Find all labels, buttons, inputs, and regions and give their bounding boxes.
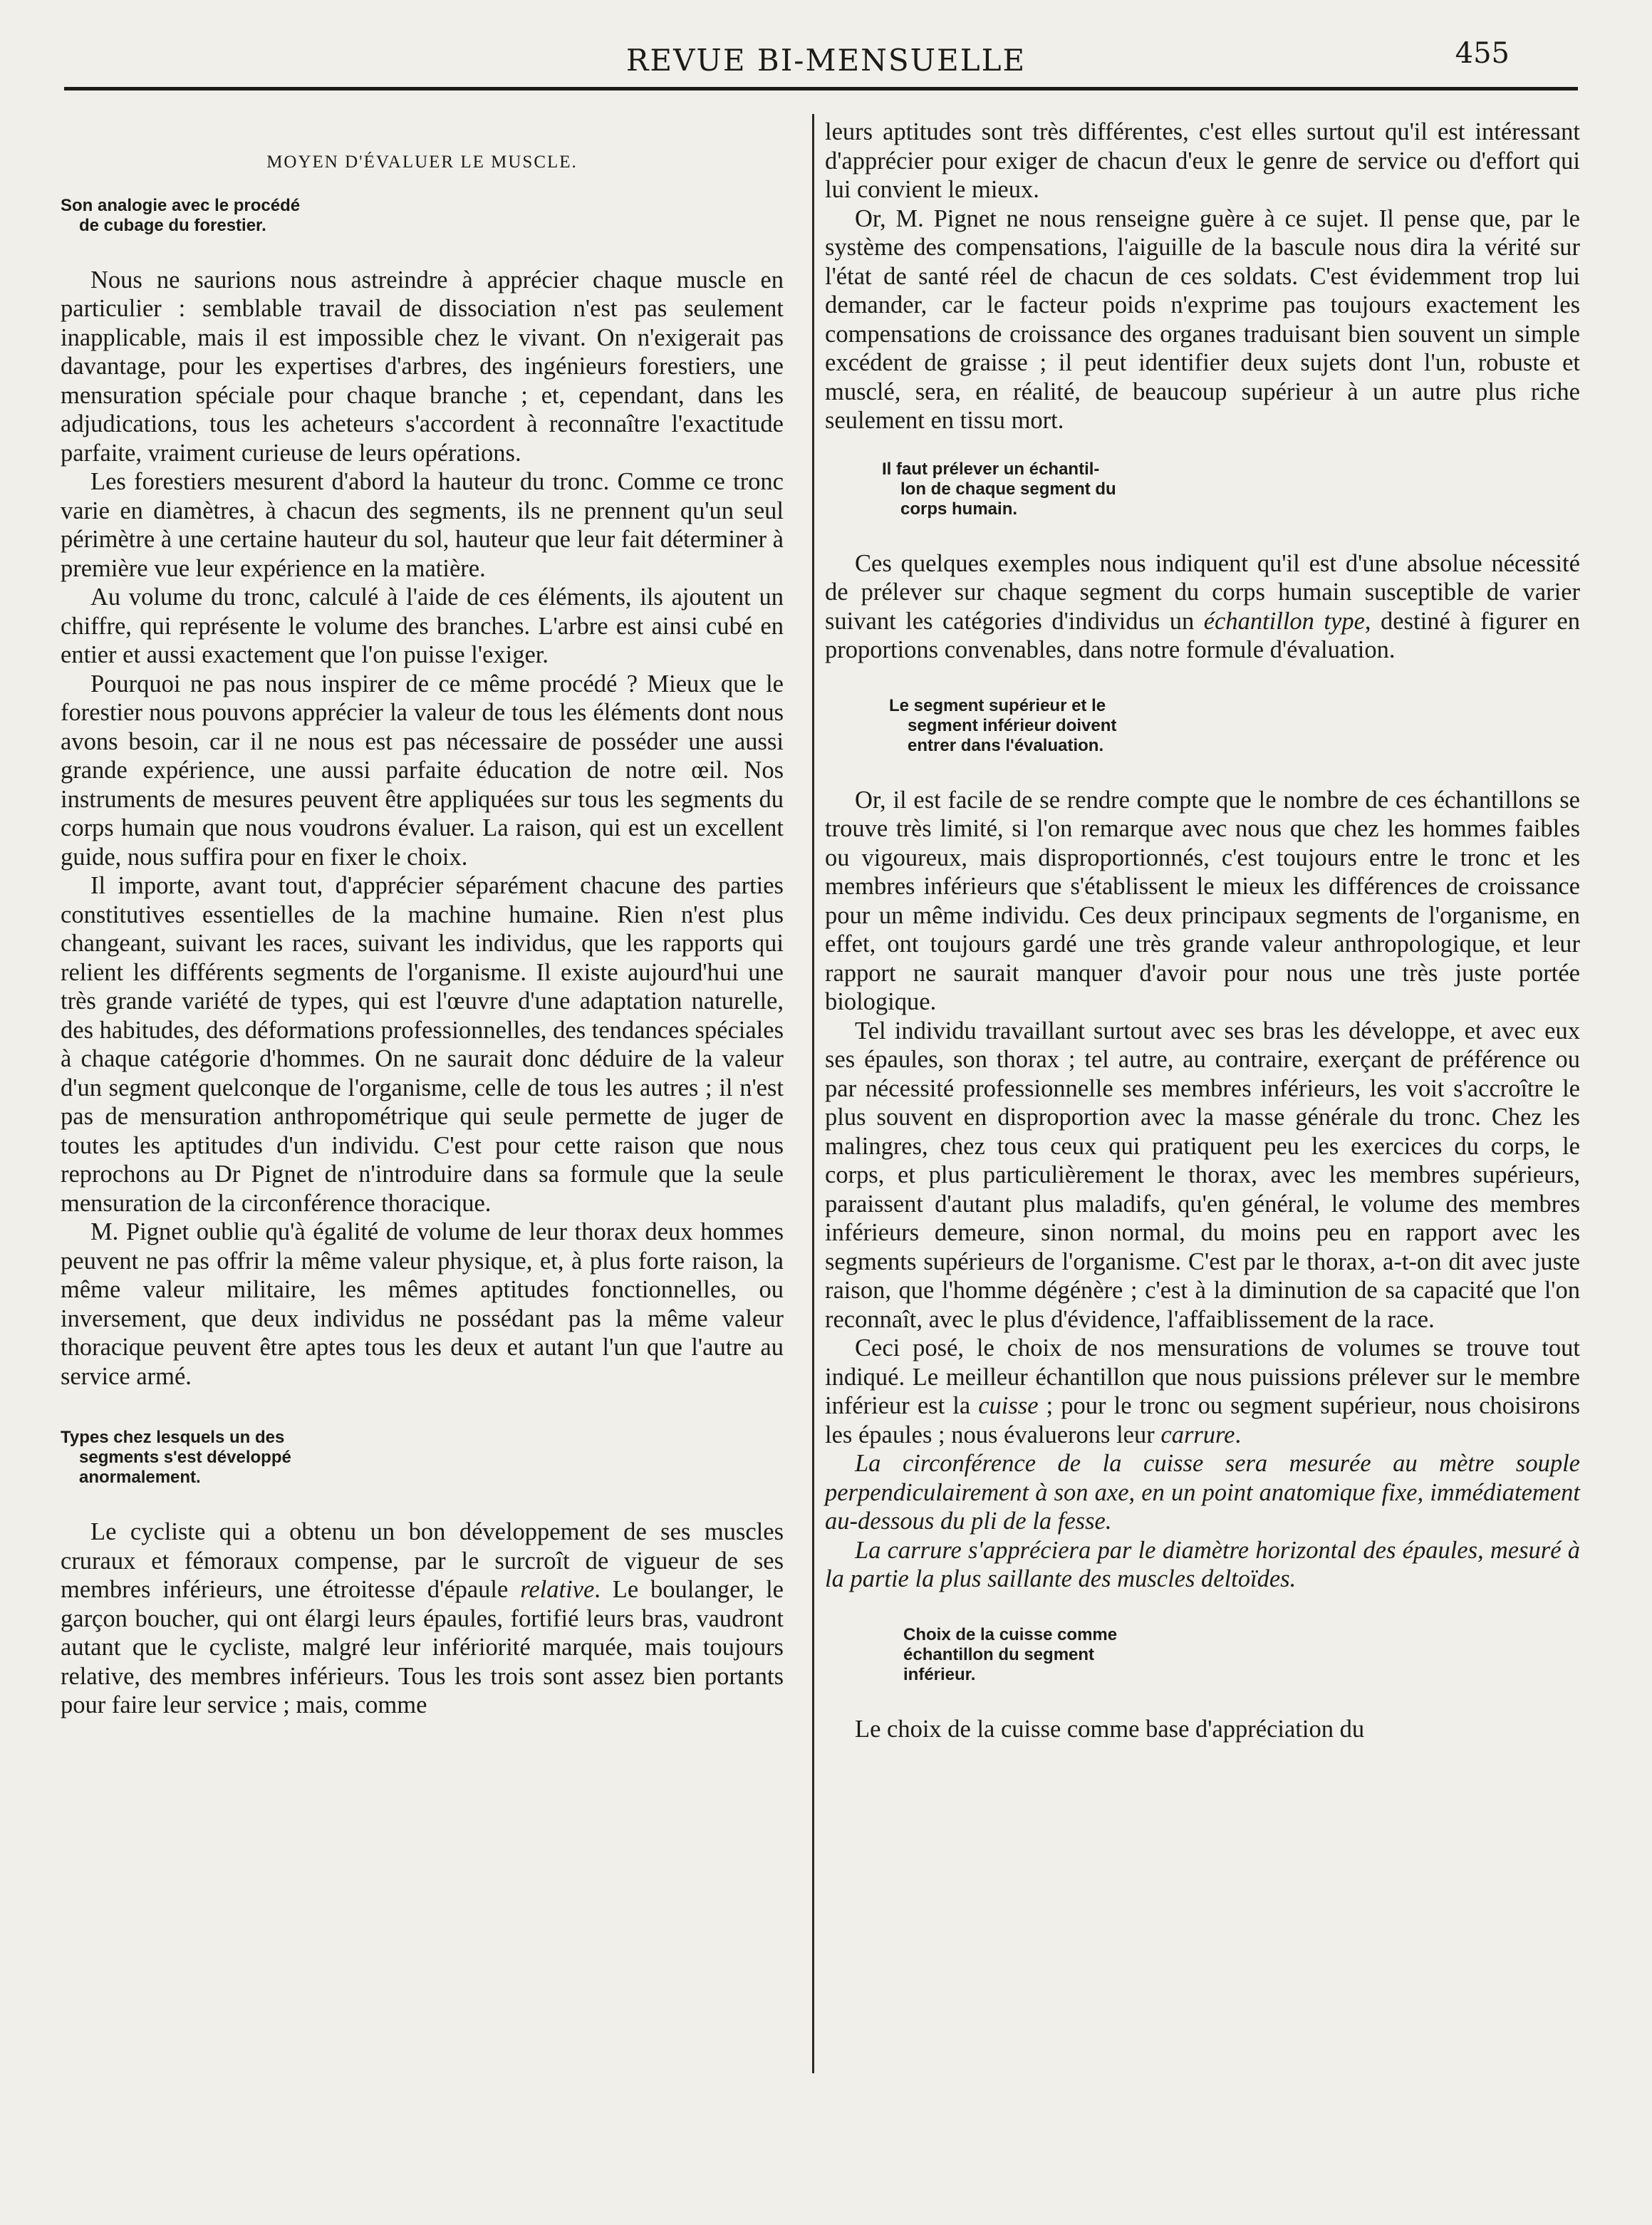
text-run: ; pour le tronc ou segment supérieur, nous choisirons les épaules ; nous évaluerons leur bbox=[825, 1392, 1580, 1448]
subheading-line: échantillon du segment bbox=[903, 1644, 1095, 1664]
emphasis: cuisse bbox=[978, 1392, 1039, 1419]
text-run: . Le boulanger, le garçon boucher, qui ont élargi leurs épaules, fortifié leurs bras, vaudront autant que le cycliste, malgré leur infériorité marquée, mais toujours relative, des membres inférieurs. Tous les trois sont assez bien portants pour faire leur service ; mais, comme bbox=[61, 1576, 784, 1718]
paragraph: Or, M. Pignet ne nous renseigne guère à ce sujet. Il pense que, par le système des compensations, l'aiguille de la bascule nous dira la vérité sur l'état de santé réel de chacun de ces soldats. C'est évidemment trop lui demander, car le facteur poids n'exprime pas toujours exactement les compensations de croissance des organes traduisant bien souvent un simple excédent de graisse ; il peut identifier deux sujets dont l'un, robuste et musclé, sera, en réalité, de beaucoup supérieur à un autre plus riche seulement en tissu mort. bbox=[825, 204, 1580, 434]
paragraph: M. Pignet oublie qu'à égalité de volume de leur thorax deux hommes peuvent ne pas offrir la même valeur physique, et, à plus forte raison, la même valeur militaire, les mêmes aptitudes fonctionnelles, ou inversement, que deux individus ne possédant pas la même valeur thoracique peuvent être aptes tous les deux et autant l'un que l'autre au service armé. bbox=[61, 1218, 784, 1390]
subheading-line: inférieur. bbox=[903, 1664, 976, 1684]
subheading-line: Son analogie avec le procédé bbox=[61, 195, 301, 215]
subheading-line: segment inférieur doivent bbox=[908, 715, 1117, 735]
paragraph: Au volume du tronc, calculé à l'aide de ces éléments, ils ajoutent un chiffre, qui représente le volume des branches. L'arbre est ainsi cubé en entier et aussi exactement que l'on puisse l'exiger. bbox=[61, 584, 784, 668]
subheading-line: de cubage du forestier. bbox=[79, 215, 266, 235]
subheading-line: anormalement. bbox=[79, 1468, 201, 1487]
paragraph: Or, il est facile de se rendre compte que le nombre de ces échantillons se trouve très limité, si l'on remarque avec nous que chez les hommes faibles ou vigoureux, mais disproportionnés, c'est toujours entre le tronc et les membres inférieurs que s'établissent le mieux les différences de croissance pour un même individu. Ces deux principaux segments de l'organisme, en effet, ont toujours gardé une très grande valeur anthropologique, et leur rapport ne saurait manquer d'avoir pour nous une très juste portée biologique. bbox=[825, 786, 1580, 1015]
paragraph: Le choix de la cuisse comme base d'appréciation du bbox=[855, 1715, 1365, 1743]
header-rule bbox=[64, 87, 1578, 90]
subheading-line: Le segment supérieur et le bbox=[889, 695, 1106, 715]
text-run: Ces quelques exemples nous indiquent qu'il est d'une absolue nécessité de prélever sur chaque segment du corps humain susceptible de varier suivant les catégories d'individus un bbox=[825, 549, 1580, 635]
paragraph: La carrure s'appréciera par le diamètre horizontal des épaules, mesuré à la partie la plus saillante des muscles deltoïdes. bbox=[825, 1536, 1580, 1592]
subheading-line: corps humain. bbox=[900, 499, 1018, 519]
emphasis: échantillon type bbox=[1203, 607, 1365, 635]
paragraph: Tel individu travaillant surtout avec ses bras les développe, et avec eux ses épaules, son thorax ; tel autre, au contraire, exerçant de préférence ou par nécessité professionnelle ses membres inférieurs, les voit s'accroître le plus souvent en disproportion avec la masse générale du tronc. Chez les malingres, chez tous ceux qui pratiquent peu les exercices du corps, le corps, et plus particulièrement le thorax, avec les membres supérieurs, paraissent d'autant plus maladifs, qu'en général, le volume des membres inférieurs demeure, sinon normal, du moins peu en rapport avec les segments supérieurs de l'organisme. C'est par le thorax, a-t-on dit avec juste raison, que l'homme dégénère ; c'est à la diminution de sa capacité que l'on reconnaît, avec le plus d'évidence, l'affaiblissement de la race. bbox=[825, 1017, 1580, 1333]
subheading-cuisse bbox=[903, 1625, 1580, 1685]
text-run: Ceci posé, le choix de nos mensurations de volumes se trouve tout indiqué. Le meilleur échantillon que nous puissions prélever sur le membre inférieur est la bbox=[825, 1334, 1580, 1419]
text-run: . bbox=[1235, 1421, 1242, 1448]
emphasis: carrure bbox=[1160, 1421, 1235, 1448]
emphasis: relative bbox=[520, 1576, 595, 1603]
running-header-title: REVUE BI-MENSUELLE bbox=[625, 43, 1027, 78]
left-column bbox=[61, 142, 784, 1720]
text-run: , destiné à figurer en proportions convenables, dans notre formule d'évaluation. bbox=[825, 607, 1580, 663]
subheading-segments bbox=[889, 696, 1580, 756]
right-column bbox=[825, 118, 1580, 1743]
subheading-line: lon de chaque segment du bbox=[900, 479, 1116, 499]
paragraph: Il importe, avant tout, d'apprécier séparément chacune des parties constitutives essentielles de la machine humaine. Rien n'est plus changeant, suivant les races, suivant les individus, que les rapports qui relient les différents segments de l'organisme. Il existe aujourd'hui une très grande variété de types, qui est l'œuvre d'une adaptation naturelle, des habitudes, des déformations professionnelles, des tendances spéciales à chaque catégorie d'hommes. On ne saurait donc déduire de la valeur d'un segment quelconque de l'organisme, celle de tous les autres ; il n'est pas de mensuration anthropométrique qui seule permette de juger de toutes les aptitudes d'un individu. C'est pour cette raison que nous reprochons au Dr Pignet de n'introduire dans sa formule que la seule mensuration de la circonférence thoracique. bbox=[61, 872, 784, 1217]
paragraph: leurs aptitudes sont très différentes, c'est elles surtout qu'il est intéressant d'apprécier pour exiger de chacun d'eux le genre de service ou d'effort qui lui convient le mieux. bbox=[825, 118, 1580, 203]
subheading-cubage bbox=[61, 196, 784, 236]
section-heading: MOYEN D'ÉVALUER LE MUSCLE. bbox=[266, 152, 578, 172]
paragraph bbox=[825, 549, 1580, 665]
subheading-types bbox=[61, 1428, 784, 1488]
column-divider bbox=[812, 114, 814, 2073]
paragraph: Les forestiers mesurent d'abord la hauteur du tronc. Comme ce tronc varie en diamètres, à chacun des segments, ils ne prennent qu'un seul périmètre à une certaine hauteur du sol, hauteur que leur fait déterminer à première vue leur expérience en la matière. bbox=[61, 468, 784, 582]
text-run: Le cycliste qui a obtenu un bon développement de ses muscles cruraux et fémoraux compense, par le surcroît de vigueur de ses membres inférieurs, une étroitesse d'épaule bbox=[61, 1518, 784, 1603]
subheading-echantillon bbox=[882, 460, 1580, 519]
page-number: 455 bbox=[1455, 37, 1510, 70]
paragraph: La circonférence de la cuisse sera mesurée au mètre souple perpendiculairement à son axe, en un point anatomique fixe, immédiatement au-dessous du pli de la fesse. bbox=[825, 1450, 1580, 1535]
paragraph: Pourquoi ne pas nous inspirer de ce même procédé ? Mieux que le forestier nous pouvons apprécier la valeur de tous les éléments dont nous avons besoin, car il ne nous est pas nécessaire de posséder une aussi grande expérience, une aussi parfaite éducation de notre œil. Nos instruments de mesures peuvent être appliquées sur tous les segments du corps humain que nous voudrons évaluer. La raison, qui est un excellent guide, nous suffira pour en fixer le choix. bbox=[61, 670, 784, 871]
subheading-line: Types chez lesquels un des bbox=[61, 1428, 285, 1447]
paragraph bbox=[61, 1518, 784, 1720]
subheading-line: Il faut prélever un échantil- bbox=[882, 459, 1100, 479]
paragraph bbox=[825, 1334, 1580, 1449]
subheading-line: segments s'est développé bbox=[79, 1448, 291, 1467]
paragraph: Nous ne saurions nous astreindre à apprécier chaque muscle en particulier : semblable travail de dissociation n'est pas seulement inapplicable, mais il est impossible chez le vivant. On n'exigerait pas davantage, pour les expertises d'arbres, des ingénieurs forestiers, une mensuration spéciale pour chaque branche ; et, cependant, dans les adjudications, tous les acheteurs s'accordent à reconnaître l'exactitude parfaite, vraiment curieuse de leurs opérations. bbox=[61, 266, 784, 467]
subheading-line: entrer dans l'évaluation. bbox=[908, 735, 1104, 755]
subheading-line: Choix de la cuisse comme bbox=[903, 1624, 1118, 1644]
